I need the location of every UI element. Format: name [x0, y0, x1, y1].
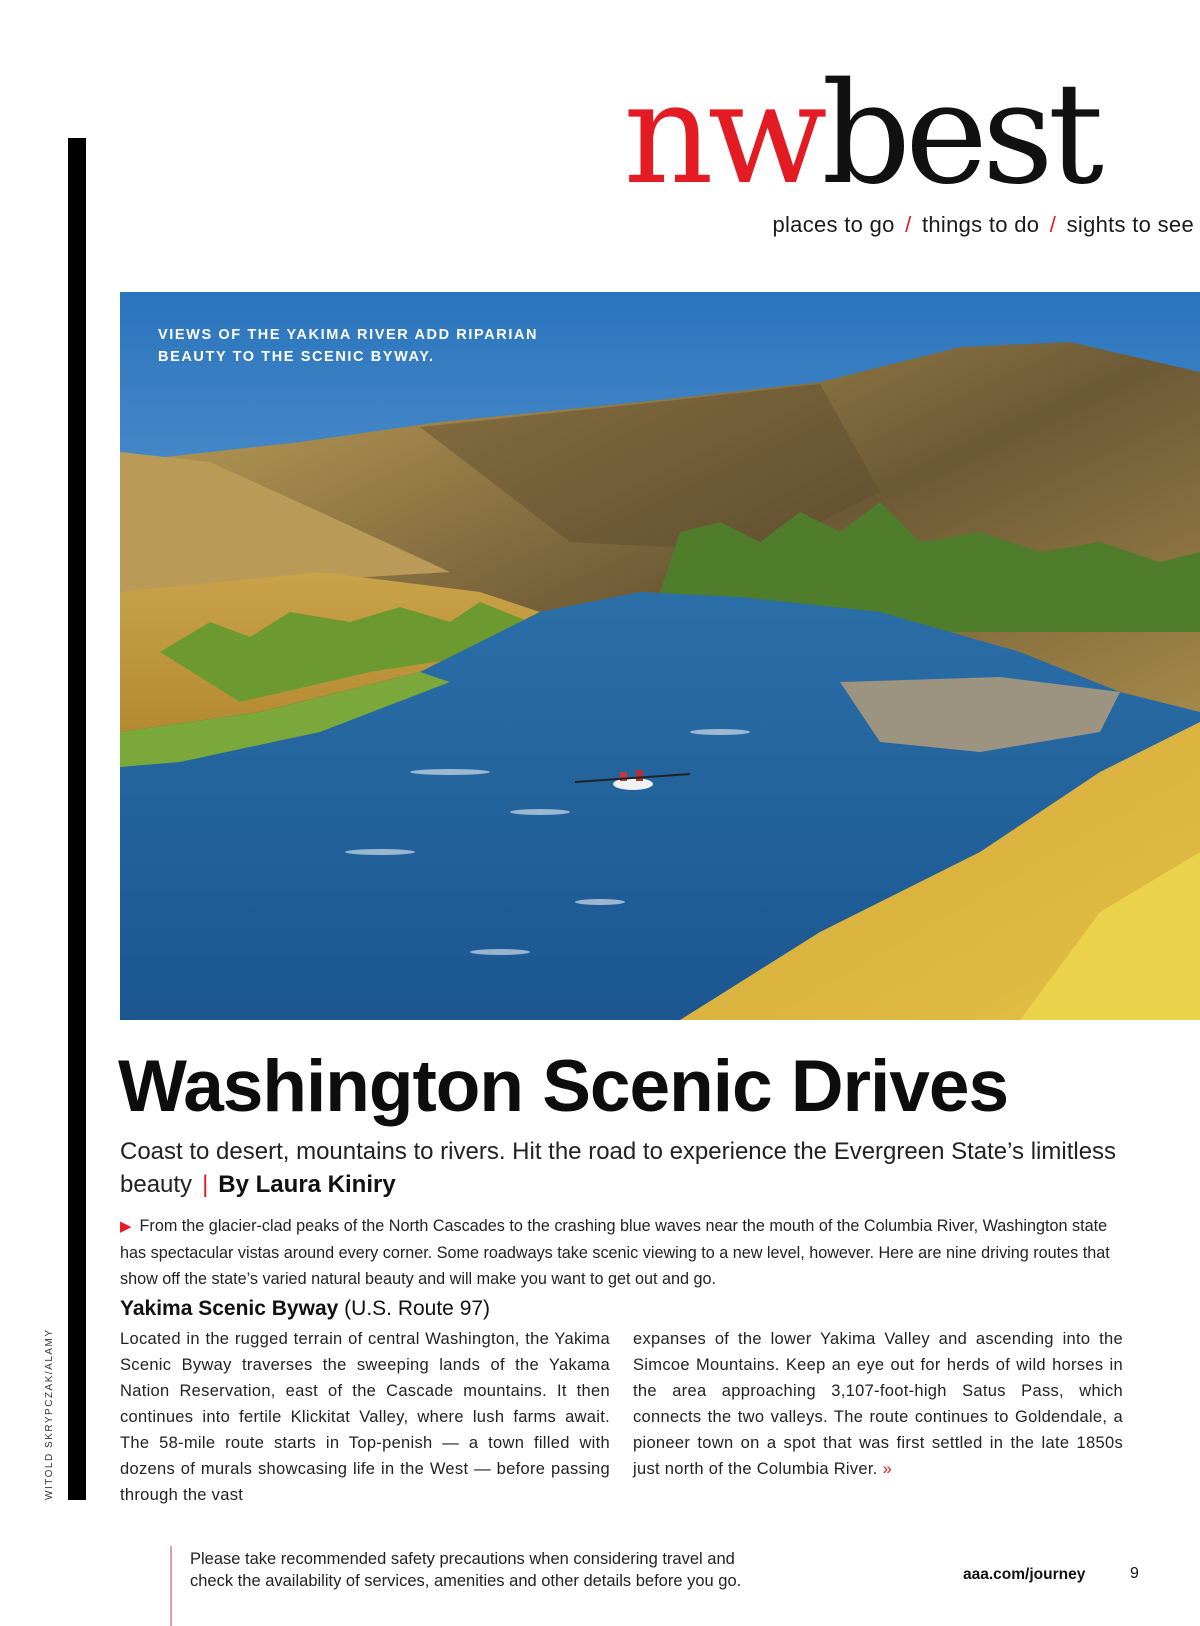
- yakima-river-illustration: [120, 292, 1200, 1020]
- section-name: Yakima Scenic Byway: [120, 1297, 339, 1320]
- footer-url: aaa.com/journey: [963, 1566, 1086, 1583]
- page-number: 9: [1130, 1565, 1139, 1582]
- masthead: [590, 53, 1110, 216]
- footer-divider: [170, 1546, 172, 1626]
- section-route: (U.S. Route 97): [344, 1297, 491, 1320]
- deck-text: Coast to desert, mountains to rivers. Hit the road to experience the Evergreen State’s limitless beauty: [120, 1138, 1117, 1198]
- left-accent-bar: [68, 138, 86, 1500]
- deck-separator: |: [202, 1171, 209, 1198]
- tagline: [772, 212, 1194, 238]
- tagline-things: things to do: [921, 212, 1040, 237]
- body-column-right: [633, 1326, 1123, 1482]
- nwbest-logo: [623, 53, 1098, 216]
- tagline-sights: sights to see: [1066, 212, 1194, 237]
- footer-note: [190, 1548, 840, 1592]
- photo-caption: [158, 324, 538, 368]
- section-heading: [120, 1297, 490, 1321]
- article-headline: Washington Scenic Drives: [118, 1046, 1009, 1127]
- play-arrow-icon: ▶: [120, 1218, 132, 1235]
- article-intro: [120, 1213, 1126, 1292]
- tagline-places: places to go: [772, 212, 895, 237]
- continued-arrow-icon: »: [882, 1460, 893, 1478]
- logo-best: best: [821, 53, 1098, 216]
- logo-nw: nw: [623, 53, 822, 216]
- caption-line: BEAUTY TO THE SCENIC BYWAY.: [158, 349, 435, 365]
- caption-line: VIEWS OF THE YAKIMA RIVER ADD RIPARIAN: [158, 327, 539, 343]
- tagline-separator: /: [1049, 212, 1057, 237]
- footer-note-line: check the availability of services, amenities and other details before you go.: [190, 1572, 742, 1590]
- footer-note-line: Please take recommended safety precautions when considering travel and: [190, 1550, 735, 1568]
- photo-credit: WITOLD SKRYPCZAK/ALAMY: [44, 1328, 55, 1500]
- article-deck: [120, 1135, 1140, 1201]
- tagline-separator: /: [905, 212, 912, 237]
- hero-photo: [120, 292, 1200, 1020]
- body-column-left: Located in the rugged terrain of central Washington, the Yakima Scenic Byway traverses the sweeping lands of the Yakama Nation Reservation, east of the Cascade mountains. It then continues into fertile Klickitat Valley, where lush farms await. The 58-mile route starts in Top-penish — a town filled with dozens of murals showcasing life in the West — before passing through the vast: [120, 1330, 610, 1504]
- byline: By Laura Kiniry: [218, 1171, 396, 1198]
- intro-text: From the glacier-clad peaks of the North Cascades to the crashing blue waves near the mouth of the Columbia River, Washington state has spectacular vistas around every corner. Some roadways take scenic viewing to a new level, however. Here are nine driving routes that show off the state’s varied natural beauty and will make you want to get out and go.: [120, 1217, 1110, 1288]
- body-column-right-text: expanses of the lower Yakima Valley and ascending into the Simcoe Mountains. Keep an eye out for herds of wild horses in the area approaching 3,107-foot-high Satus Pass, which connects the two valleys. The route continues to Goldendale, a pioneer town on a spot that was first settled in the late 1850s just north of the Columbia River.: [633, 1330, 1123, 1478]
